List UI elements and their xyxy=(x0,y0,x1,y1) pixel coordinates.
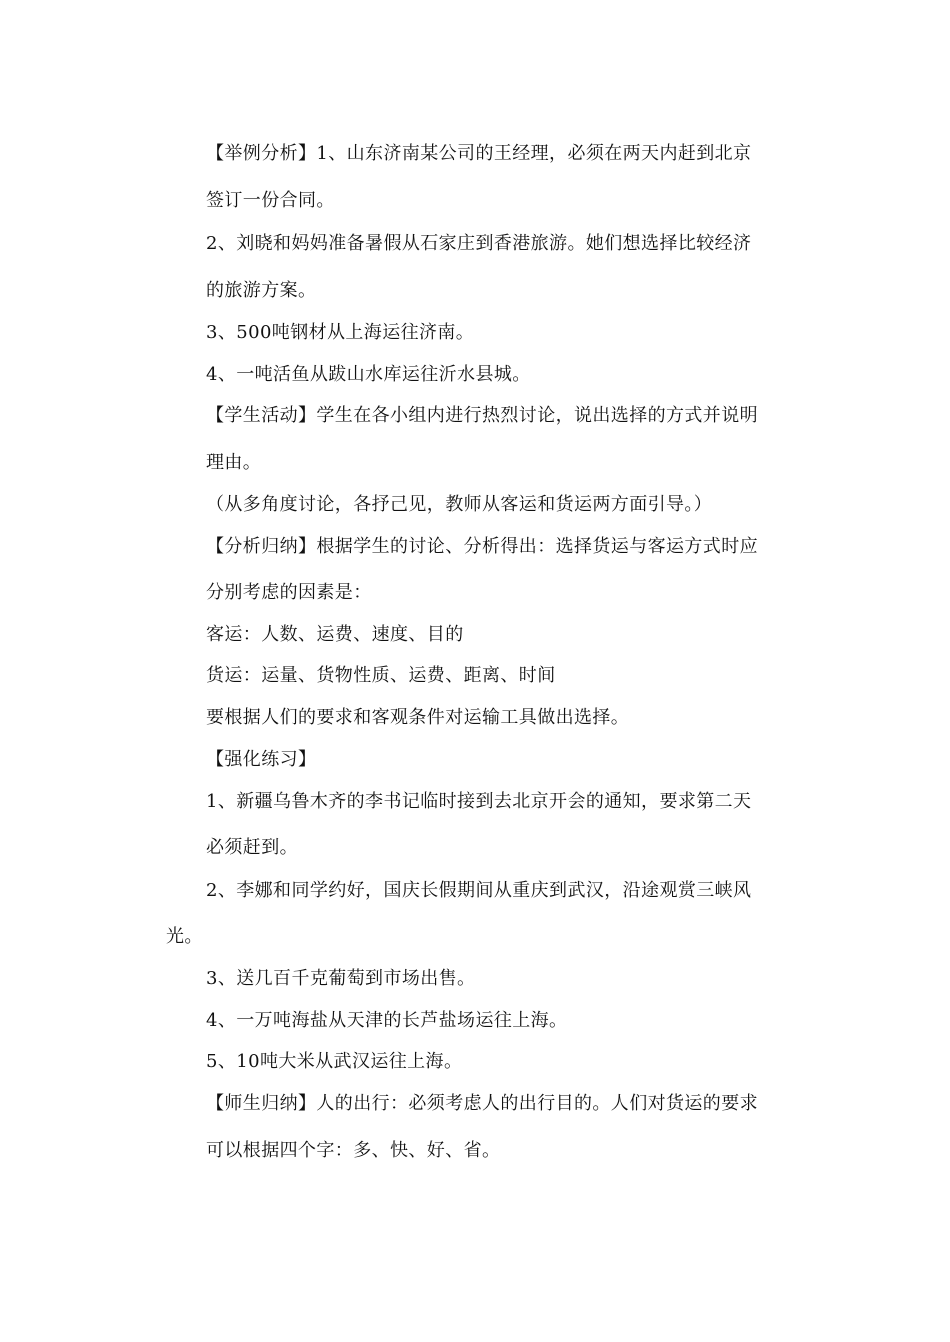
text-line: （从多角度讨论，各抒己见，教师从客运和货运两方面引导。） xyxy=(206,494,713,515)
text-line: 2、李娜和同学约好，国庆长假期间从重庆到武汉，沿途观赏三峡风 xyxy=(206,880,752,901)
text-line: 5、10吨大米从武汉运往上海。 xyxy=(206,1051,463,1072)
text-line: 光。 xyxy=(166,926,203,947)
text-line: 【学生活动】学生在各小组内进行热烈讨论，说出选择的方式并说明 xyxy=(206,405,758,426)
text-line: 4、一万吨海盐从天津的长芦盐场运往上海。 xyxy=(206,1010,568,1031)
text-line: 3、500吨钢材从上海运往济南。 xyxy=(206,322,475,343)
text-line: 客运：人数、运费、速度、目的 xyxy=(206,624,464,645)
text-line: 【师生归纳】人的出行：必须考虑人的出行目的。人们对货运的要求 xyxy=(206,1093,758,1114)
text-line: 【分析归纳】根据学生的讨论、分析得出：选择货运与客运方式时应 xyxy=(206,536,758,557)
text-line: 必须赶到。 xyxy=(206,837,298,858)
text-line: 要根据人们的要求和客观条件对运输工具做出选择。 xyxy=(206,707,630,728)
text-line: 可以根据四个字：多、快、好、省。 xyxy=(206,1140,501,1161)
text-line: 理由。 xyxy=(206,452,262,473)
text-line: 1、新疆乌鲁木齐的李书记临时接到去北京开会的通知，要求第二天 xyxy=(206,791,752,812)
text-line: 分别考虑的因素是： xyxy=(206,582,372,603)
text-line: 4、一吨活鱼从跋山水库运往沂水县城。 xyxy=(206,364,531,385)
text-line: 的旅游方案。 xyxy=(206,280,317,301)
text-line: 货运：运量、货物性质、运费、距离、时间 xyxy=(206,665,556,686)
text-line: 3、送几百千克葡萄到市场出售。 xyxy=(206,968,476,989)
text-line: 2、刘晓和妈妈准备暑假从石家庄到香港旅游。她们想选择比较经济 xyxy=(206,233,752,254)
section-heading: 【强化练习】 xyxy=(206,749,317,770)
text-line: 【举例分析】1、山东济南某公司的王经理，必须在两天内赶到北京 xyxy=(206,143,752,164)
text-line: 签订一份合同。 xyxy=(206,190,335,211)
